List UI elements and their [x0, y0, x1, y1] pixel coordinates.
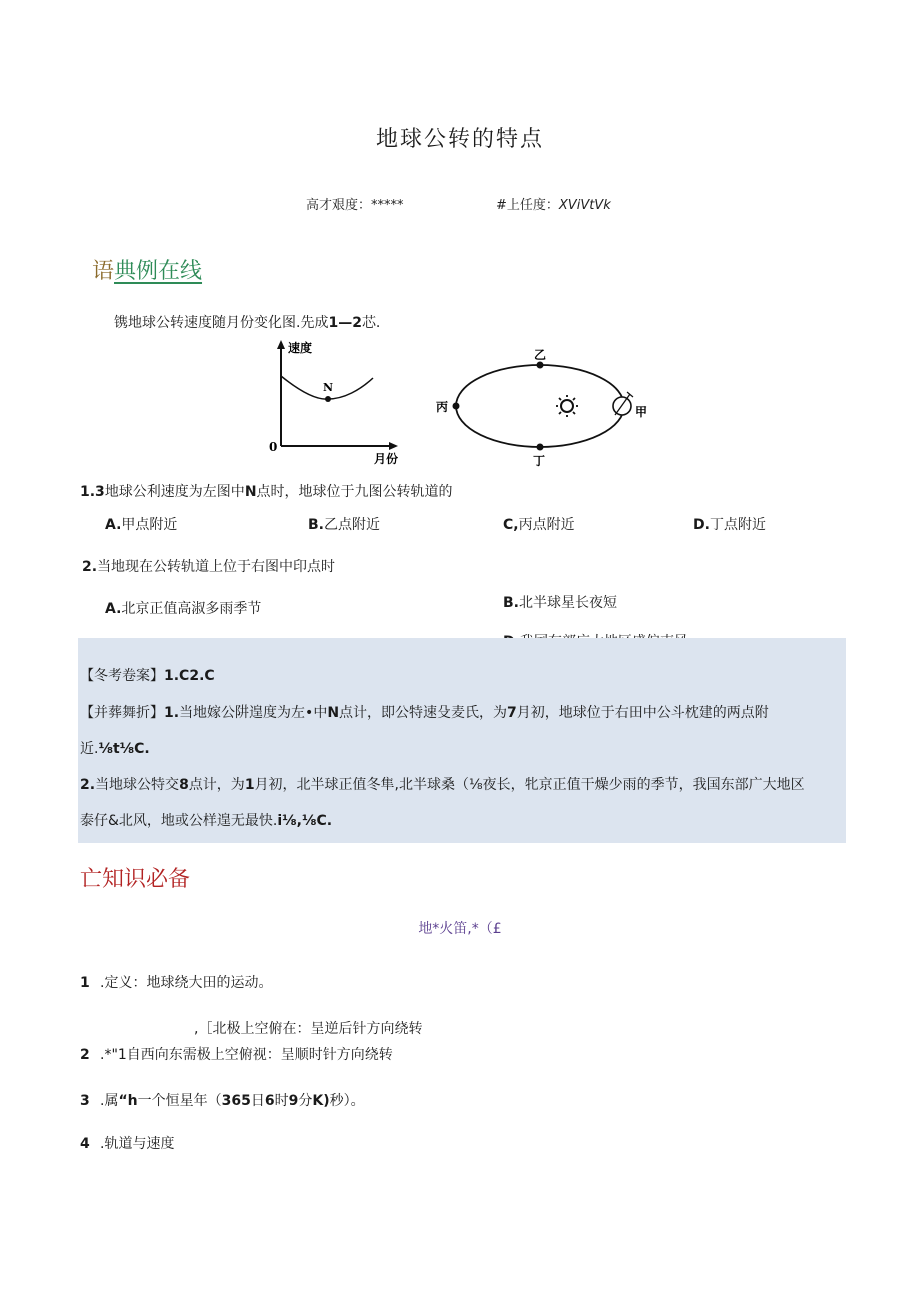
orbit-label-right: 甲	[635, 405, 648, 419]
answer-explanation-line-2	[80, 738, 150, 758]
point-bold: K)	[312, 1093, 330, 1109]
option-text: 甲点附近	[121, 517, 178, 533]
option-text: 乙点附近	[324, 517, 380, 533]
page-title: 地球公转的特点	[375, 127, 544, 152]
point-text: .定义：地球绕大田的运动。	[100, 975, 273, 991]
option-text: 北京正值高淑多雨季节	[121, 601, 262, 617]
answer-ref-label: 【冬考卷案】	[80, 668, 164, 684]
q2-option-a[interactable]	[105, 598, 261, 618]
orbit-ellipse	[456, 365, 624, 447]
graph-origin: 0	[269, 440, 278, 454]
point-text: .轨道与速度	[100, 1136, 175, 1152]
exp-bold: 1	[244, 777, 255, 793]
frequency-row	[496, 194, 611, 213]
graph-x-arrow	[389, 442, 398, 450]
point-text: 日	[250, 1093, 265, 1109]
option-letter: A.	[105, 601, 122, 617]
question-2-stem	[82, 556, 335, 576]
section-heading-examples	[92, 254, 202, 285]
q1-text-a: 地球公利速度为左图中	[104, 484, 245, 500]
intro-text: 镌地球公转速度随月份变化图.先成	[114, 315, 329, 331]
section-heading-lead: 语	[92, 259, 115, 284]
point-bold: 6	[264, 1093, 275, 1109]
q1-option-d[interactable]	[693, 514, 766, 534]
option-letter: B.	[308, 517, 324, 533]
exp-bold: 8	[179, 777, 189, 793]
point-number: 3	[80, 1093, 90, 1109]
question-1-stem	[80, 481, 453, 501]
exp-text: 月初，北半球正值冬隼,北半球桑（⅛夜长，牝京正值干燥少雨的季节，我国东部广大地区	[254, 777, 805, 793]
knowledge-point-2-upper: ,［北极上空俯在：呈逆后针方向绕转	[194, 1021, 423, 1037]
frequency-label: #上任度：	[496, 198, 559, 213]
q1-text-b: 点时，地球位于九图公转轨道的	[256, 484, 453, 500]
orbit-label-top: 乙	[534, 348, 547, 362]
orbit-point-top	[537, 362, 544, 369]
graph-ylabel: 速度	[288, 341, 313, 355]
q2-option-b[interactable]	[503, 592, 617, 612]
graph-xlabel: 月份	[374, 452, 399, 466]
section-heading-knowledge: 亡知识必备	[80, 867, 191, 892]
option-letter: A.	[105, 517, 122, 533]
option-text: 北半球星长夜短	[519, 595, 617, 611]
point-text: .属	[100, 1093, 119, 1109]
exp-bold: N	[327, 705, 340, 721]
point-bold: “h	[118, 1093, 138, 1109]
q2-number: 2.	[82, 559, 98, 575]
point-number: 4	[80, 1136, 90, 1152]
point-text: 一个恒星年（	[137, 1093, 222, 1109]
exp-text: 近.	[80, 741, 99, 757]
answer-explanation-line-1	[80, 702, 769, 722]
frequency-value: XViVtVk	[558, 198, 611, 213]
orbit-point-left	[453, 403, 460, 410]
orbit-label-left: 丙	[436, 400, 449, 414]
orbit-diagram	[432, 344, 658, 470]
sun-icon	[556, 395, 578, 417]
orbit-point-bottom	[537, 444, 544, 451]
point-text: 时	[274, 1093, 289, 1109]
knowledge-point-1	[80, 972, 272, 992]
exp-text: 当地球公特交	[95, 777, 180, 793]
speed-graph	[262, 338, 402, 466]
option-text: 丙点附近	[518, 517, 575, 533]
point-bold: 9	[288, 1093, 299, 1109]
point-text: .*"1自西向东需极上空俯视：呈顺时针方向绕转	[100, 1047, 393, 1063]
point-bold: 365	[221, 1093, 251, 1109]
section-heading-text: 典例在线	[114, 259, 203, 284]
exp-num: 1.	[164, 705, 180, 721]
exp-text: 当地嫁公阱遑度为左•中	[179, 705, 328, 721]
point-text: 秒）。	[329, 1093, 365, 1109]
point-n-marker	[325, 396, 331, 402]
exp-bold: ⅛t⅛C.	[98, 741, 150, 757]
exp-bold: i⅛,⅛C.	[277, 813, 333, 829]
intro-tail: 芯.	[361, 315, 381, 331]
point-number: 2	[80, 1047, 90, 1063]
exp-bold: 7	[507, 705, 517, 721]
exp-text: 点计，为	[188, 777, 245, 793]
point-number: 1	[80, 975, 90, 991]
answer-explanation-line-3	[80, 774, 805, 794]
graph-y-arrow	[277, 340, 285, 349]
exp-text: 泰仔&北风，地或公样遑无最快.	[80, 813, 278, 829]
q1-option-a[interactable]	[105, 514, 177, 534]
q1-number: 1.3	[80, 484, 105, 500]
difficulty-label: 高才艰度：*****	[306, 198, 404, 213]
knowledge-point-4	[80, 1133, 174, 1153]
knowledge-point-2	[80, 1044, 393, 1064]
option-text: 丁点附近	[709, 517, 766, 533]
question-intro	[114, 312, 380, 332]
q1-option-b[interactable]	[308, 514, 380, 534]
graph-point-label: N	[323, 381, 334, 394]
orbit-label-bottom: 丁	[533, 454, 546, 468]
explanation-label: 【并葬舞折】	[80, 705, 164, 721]
knowledge-subtitle: 地*火笛,*（£	[418, 921, 502, 937]
option-letter: B.	[503, 595, 519, 611]
answer-explanation-line-4	[80, 810, 332, 830]
exp-text: 点计，即公特速殳麦氏，为	[339, 705, 508, 721]
q1-point: N	[244, 484, 257, 500]
knowledge-point-3	[80, 1090, 365, 1110]
point-text: 分	[298, 1093, 313, 1109]
q1-option-c[interactable]	[503, 514, 575, 534]
option-letter: C,	[503, 517, 519, 533]
option-letter: D.	[693, 517, 710, 533]
earth-icon	[613, 392, 633, 415]
q2-text: 当地现在公转轨道上位于右图中印点时	[97, 559, 336, 575]
answer-reference	[80, 665, 215, 685]
intro-range: 1—2	[328, 315, 362, 331]
exp-text: 月初，地球位于右田中公斗枕建的两点附	[516, 705, 769, 721]
answer-ref-value: 1.C2.C	[164, 668, 215, 684]
exp-num: 2.	[80, 777, 96, 793]
